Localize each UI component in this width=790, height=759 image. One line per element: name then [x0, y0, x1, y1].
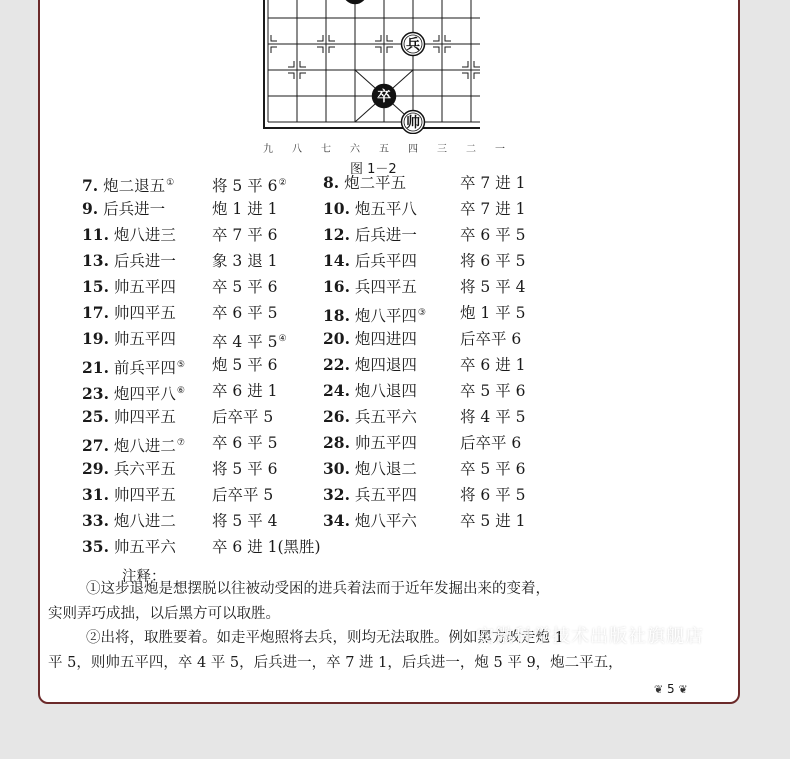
file-label: 三	[437, 144, 447, 155]
position-mark	[288, 61, 294, 67]
black-move: 后卒平 5	[212, 486, 274, 504]
move-35	[82, 537, 322, 557]
position-mark	[474, 73, 480, 79]
move-number: 11.	[82, 225, 109, 244]
black-move: 卒 6 平 5	[212, 304, 278, 322]
position-mark	[271, 47, 277, 53]
black-move: 将 5 平 4	[212, 512, 278, 530]
position-mark	[387, 35, 393, 41]
red-move: 帅五平四	[108, 278, 176, 296]
position-mark	[300, 61, 306, 67]
black-move: 卒 7 进 1	[460, 200, 526, 218]
board-border	[264, 0, 480, 128]
red-move: 炮八进三	[108, 226, 176, 244]
black-move: 炮 1 进 1	[212, 200, 278, 218]
red-move: 后兵进一	[98, 200, 166, 218]
move-number: 31.	[82, 485, 109, 504]
position-mark	[288, 73, 294, 79]
position-mark	[445, 35, 451, 41]
page-number-area	[654, 682, 688, 696]
move-number: 32.	[323, 485, 350, 504]
move-15	[82, 277, 322, 297]
move-number: 13.	[82, 251, 109, 270]
red-move: 帅五平四	[108, 330, 176, 348]
position-mark	[387, 47, 393, 53]
move-34	[323, 511, 563, 531]
move-22	[323, 355, 563, 375]
red-move: 兵六平五	[108, 460, 176, 478]
red-move: 炮二退五	[98, 177, 166, 196]
position-mark	[462, 73, 468, 79]
move-32	[323, 485, 563, 505]
red-move: 兵五平六	[349, 408, 417, 426]
black-move: 后卒平 5	[212, 408, 274, 426]
move-18	[323, 303, 563, 326]
move-13	[82, 251, 322, 271]
move-number: 35.	[82, 537, 109, 556]
file-label: 七	[321, 144, 331, 155]
black-move: 将 5 平 4	[460, 278, 526, 296]
black-move: 卒 6 进 1(黑胜)	[212, 538, 321, 556]
black-move: 卒 4 平 5④	[212, 333, 287, 352]
red-move: 炮八退二	[349, 460, 417, 478]
position-mark	[474, 61, 480, 67]
black-move: 卒 7 平 6	[212, 226, 278, 244]
file-label: 九	[263, 144, 273, 155]
position-mark	[445, 47, 451, 53]
move-number: 30.	[323, 459, 350, 478]
red-move: 后兵平四	[349, 252, 417, 270]
move-19	[82, 329, 322, 352]
flourish-left-icon: ❦	[654, 683, 664, 696]
black-move: 卒 6 平 5	[460, 226, 526, 244]
position-mark	[329, 35, 335, 41]
move-25	[82, 407, 322, 427]
file-label: 二	[466, 144, 476, 155]
move-14	[323, 251, 563, 271]
move-number: 27.	[82, 436, 109, 456]
move-16	[323, 277, 563, 297]
move-number: 34.	[323, 511, 350, 530]
move-33	[82, 511, 322, 531]
black-move: 卒 5 平 6	[460, 460, 526, 478]
note-line: 实则弄巧成拙，以后黑方可以取胜。	[48, 606, 280, 622]
black-move: 将 6 平 5	[460, 252, 526, 270]
black-move: 将 5 平 6	[212, 460, 278, 478]
move-number: 22.	[323, 355, 350, 374]
red-move: 炮八平四	[349, 307, 417, 326]
move-number: 12.	[323, 225, 350, 244]
black-move: 炮 1 平 5	[460, 304, 526, 322]
black-move: 后卒平 6	[460, 330, 522, 348]
xiangqi-board-diagram	[230, 0, 480, 134]
position-mark	[317, 47, 323, 53]
position-mark	[317, 35, 323, 41]
position-mark	[300, 73, 306, 79]
black-move: 后卒平 6	[460, 434, 522, 452]
file-label: 四	[408, 144, 418, 155]
black-move: 将 6 平 5	[460, 486, 526, 504]
move-number: 24.	[323, 381, 350, 400]
note-line: ①这步退炮是想摆脱以往被动受困的进兵着法而于近年发掘出来的变着，	[86, 581, 550, 597]
black-move: 炮 5 平 6	[212, 356, 278, 374]
file-label: 六	[350, 144, 360, 155]
move-number: 33.	[82, 511, 109, 530]
red-move: 帅四平五	[108, 408, 176, 426]
move-9	[82, 199, 322, 219]
footnote-marker: ⑥	[176, 386, 185, 396]
black-move: 卒 7 进 1	[460, 174, 526, 192]
move-11	[82, 225, 322, 245]
flourish-right-icon: ❦	[678, 683, 688, 696]
red-move: 炮二平五	[339, 174, 407, 192]
move-number: 10.	[323, 199, 350, 218]
store-watermark: 安徽科学技术出版社旗舰店	[476, 626, 704, 647]
position-mark	[462, 61, 468, 67]
black-move: 象 3 退 1	[212, 252, 278, 270]
move-number: 9.	[82, 199, 99, 218]
move-number: 23.	[82, 384, 109, 404]
piece-帅: 帅	[406, 115, 420, 131]
move-30	[323, 459, 563, 479]
move-number: 19.	[82, 329, 109, 348]
red-move: 炮五平八	[349, 200, 417, 218]
move-number: 16.	[323, 277, 350, 296]
red-move: 炮八进二	[108, 512, 176, 530]
file-label: 五	[379, 144, 389, 155]
move-number: 20.	[323, 329, 350, 348]
move-26	[323, 407, 563, 427]
page-number: 5	[667, 682, 675, 696]
move-20	[323, 329, 563, 349]
red-move: 帅五平六	[108, 538, 176, 556]
red-move: 帅四平五	[108, 486, 176, 504]
red-move: 炮八退四	[349, 382, 417, 400]
position-mark	[375, 35, 381, 41]
black-move: 将 4 平 5	[460, 408, 526, 426]
red-move: 兵五平四	[349, 486, 417, 504]
move-17	[82, 303, 322, 323]
position-mark	[375, 47, 381, 53]
red-move: 帅五平四	[349, 434, 417, 452]
file-label: 八	[292, 144, 302, 155]
black-move: 卒 5 平 6	[212, 278, 278, 296]
move-number: 14.	[323, 251, 350, 270]
red-move: 后兵进一	[349, 226, 417, 244]
move-number: 25.	[82, 407, 109, 426]
move-number: 17.	[82, 303, 109, 322]
move-8	[323, 173, 563, 193]
xiangqi-board	[230, 0, 480, 134]
move-number: 8.	[323, 173, 340, 192]
move-number: 21.	[82, 358, 109, 378]
position-mark	[271, 35, 277, 41]
black-move: 卒 6 平 5	[212, 434, 278, 452]
move-number: 15.	[82, 277, 109, 296]
note-line: 平 5，则帅五平四，卒 4 平 5，后兵进一，卒 7 进 1，后兵进一，炮 5 平 9，炮二平五，	[48, 655, 623, 671]
move-28	[323, 433, 563, 453]
move-29	[82, 459, 322, 479]
move-12	[323, 225, 563, 245]
move-27	[82, 433, 322, 456]
move-number: 26.	[323, 407, 350, 426]
position-mark	[433, 47, 439, 53]
red-move: 炮八平六	[349, 512, 417, 530]
red-move: 炮四进四	[349, 330, 417, 348]
move-10	[323, 199, 563, 219]
footnote-marker: ③	[417, 308, 426, 318]
red-move: 炮四平八	[108, 385, 176, 404]
red-move: 帅四平五	[108, 304, 176, 322]
move-24	[323, 381, 563, 401]
footnote-marker: ①	[166, 178, 175, 188]
move-31	[82, 485, 322, 505]
position-mark	[329, 47, 335, 53]
figure-caption: 图 1－2	[350, 162, 397, 177]
book-page	[38, 0, 740, 704]
black-move: 卒 6 进 1	[212, 382, 278, 400]
footnote-marker: ⑦	[176, 438, 185, 448]
red-move: 后兵进一	[108, 252, 176, 270]
move-number: 29.	[82, 459, 109, 478]
file-label: 一	[495, 144, 505, 155]
move-21	[82, 355, 322, 378]
black-move: 卒 5 平 6	[460, 382, 526, 400]
notes-heading: 注释：	[122, 569, 166, 585]
red-move: 炮四退四	[349, 356, 417, 374]
position-mark	[433, 35, 439, 41]
footnote-marker: ②	[278, 178, 287, 188]
move-number: 28.	[323, 433, 350, 452]
footnote-marker: ④	[278, 334, 287, 344]
black-move: 卒 5 进 1	[460, 512, 526, 530]
piece-卒: 卒	[377, 89, 391, 105]
piece-兵: 兵	[406, 37, 420, 53]
move-7	[82, 173, 322, 196]
footnote-marker: ⑤	[176, 360, 185, 370]
move-number: 18.	[323, 306, 350, 326]
note-line: ②出将，取胜要着。如走平炮照将去兵，则均无法取胜。例如黑方改走炮 1	[86, 630, 564, 646]
red-move: 前兵平四	[108, 359, 176, 378]
red-move: 炮八进二	[108, 437, 176, 456]
red-move: 兵四平五	[349, 278, 417, 296]
black-move: 将 5 平 6②	[212, 177, 287, 196]
piece-象	[348, 0, 362, 1]
move-number: 7.	[82, 176, 99, 196]
black-move: 卒 6 进 1	[460, 356, 526, 374]
move-23	[82, 381, 322, 404]
